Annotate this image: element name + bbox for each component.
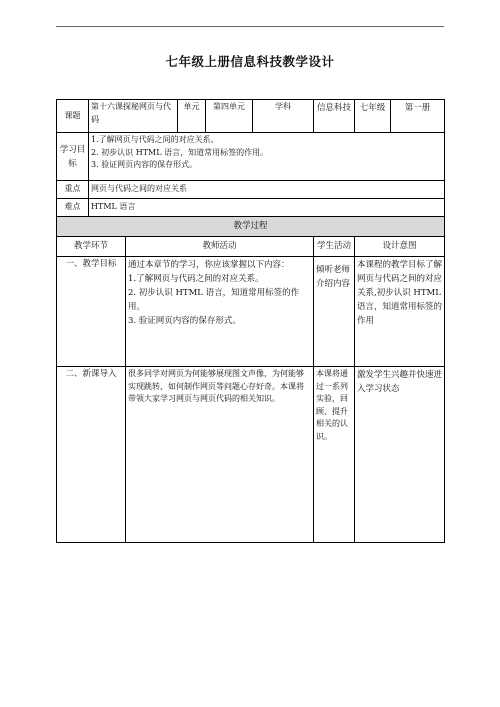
header-student: 学生活动 [314,237,355,257]
grade-value: 七年级 [355,100,391,133]
header-teacher: 教师活动 [126,237,314,257]
info-row [57,100,445,133]
teacher-activity-line: 1.了解网页与代码之间的对应关系。 [128,274,264,284]
design-intent: 激发学生兴趣并快速进入学习状态 [355,367,445,543]
unit-value: 第四单元 [206,100,253,133]
objectives-row [57,133,445,181]
process-title: 教学过程 [57,217,445,237]
process-row-objectives [57,257,445,367]
teacher-activity [126,367,314,543]
difficult-point-value: HTML 语言 [89,199,445,217]
teacher-activity [126,257,314,367]
difficult-point-row [57,199,445,217]
stage-label: 一、教学目标 [57,257,126,367]
key-point-value: 网页与代码之间的对应关系 [89,181,445,199]
lesson-plan-table [56,99,445,543]
student-activity: 倾听老师介绍内容 [314,257,355,367]
document-title: 七年级上册信息科技教学设计 [165,54,335,69]
objective-item: 1.了解网页与代码之间的对应关系。 [91,135,219,144]
process-row-introduction [57,367,445,543]
header-intent: 设计意图 [355,237,445,257]
student-activity: 本课将通过一系列实验，回顾、提升相关的认识。 [314,367,355,543]
teacher-activity-line: 3. 验证网页内容的保存形式。 [128,316,241,326]
subject-label: 学科 [253,100,314,133]
teacher-activity-line: 通过本章节的学习，你应该掌握以下内容： [128,260,290,270]
unit-label: 单元 [178,100,206,133]
teacher-activity-line: 很多同学对网页为何能够展现图文声像，为何能够实现跳转，如何制作网页等问题心存好奇。本课将带领大家学习网页与网页代码的相关知识。 [128,369,304,403]
difficult-point-label: 难点 [57,199,89,217]
process-title-row [57,217,445,237]
topic-value: 第十六课探秘网页与代码 [89,100,178,133]
key-point-row [57,181,445,199]
key-point-label: 重点 [57,181,89,199]
stage-label: 二、新课导入 [57,367,126,543]
topic-label: 课题 [57,100,89,133]
objective-item: 2. 初步认识 HTML 语言，知道常用标签的作用。 [91,147,269,157]
design-intent: 本课程的教学目标了解网页与代码之间的对应关系,初步认识 HTML 语言，知道常用标签的作用 [355,257,445,367]
process-column-headers [57,237,445,257]
subject-value: 信息科技 [314,100,355,133]
objectives-label: 学习目标 [57,133,89,181]
objective-item: 3. 验证网页内容的保存形式。 [91,160,198,169]
volume-value: 第一册 [391,100,445,133]
teacher-activity-line: 2. 初步认识 HTML 语言，知道常用标签的作用。 [128,288,300,312]
objectives-list [89,133,445,181]
header-stage: 教学环节 [57,237,126,257]
header-rule [56,26,444,27]
